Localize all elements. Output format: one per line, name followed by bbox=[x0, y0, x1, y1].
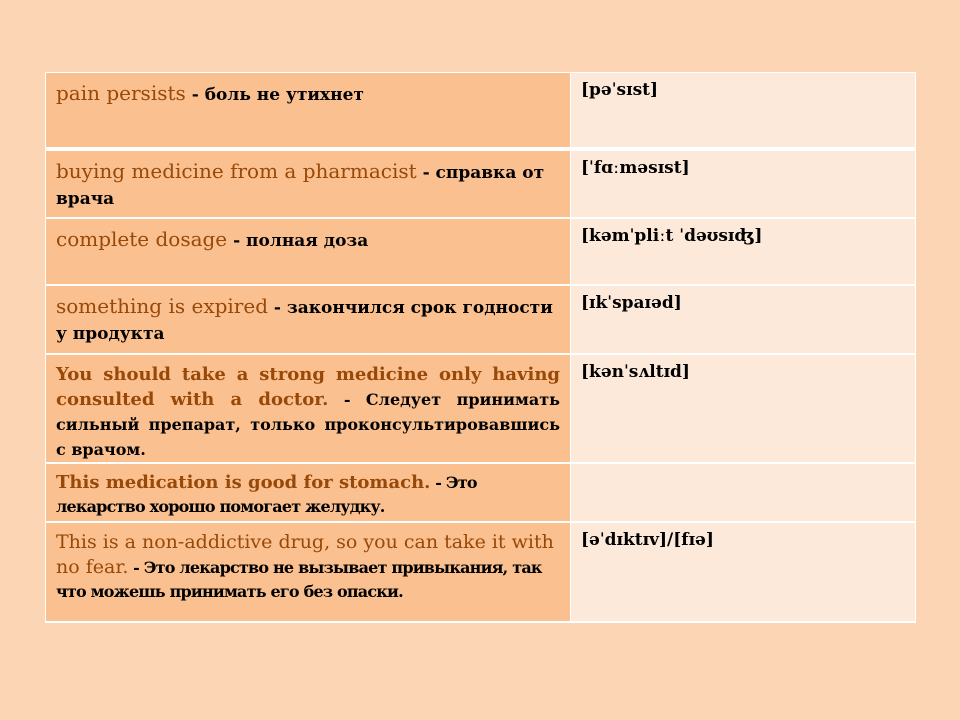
phrase-cell bbox=[46, 354, 571, 463]
phrase-cell bbox=[46, 522, 571, 622]
phrase-cell bbox=[46, 73, 571, 149]
english-phrase: pain persists bbox=[56, 81, 186, 105]
transcription-cell bbox=[571, 73, 916, 149]
table-row bbox=[46, 73, 916, 149]
table-row bbox=[46, 463, 916, 522]
russian-translation: - Следует принимать сильный препарат, только проконсультировавшись с врачом. bbox=[56, 389, 560, 459]
phrase-cell bbox=[46, 149, 571, 218]
russian-translation: - справка от врача bbox=[56, 162, 545, 209]
english-phrase: You should take a strong medicine only having consulted with a doctor. bbox=[56, 363, 560, 410]
transcription: [pəˈsɪst] bbox=[581, 80, 659, 100]
russian-translation: - закончился срок годности у продукта bbox=[56, 297, 553, 344]
transcription: [ˈfɑːməsɪst] bbox=[581, 157, 690, 178]
transcription: [kəmˈpliːt ˈdəʊsɪʤ] bbox=[581, 225, 763, 246]
english-phrase: buying medicine from a pharmacist bbox=[56, 158, 417, 183]
transcription-cell bbox=[571, 522, 916, 622]
transcription: [kənˈsʌltɪd] bbox=[581, 361, 690, 382]
phrase-cell bbox=[46, 463, 571, 522]
table-row bbox=[46, 218, 916, 285]
transcription-cell bbox=[571, 463, 916, 522]
russian-translation: - боль не утихнет bbox=[185, 85, 364, 105]
russian-translation: - Это лекарство не вызывает привыкания, так что можешь принимать его без опаски. bbox=[56, 557, 542, 601]
transcription: [əˈdɪktɪv]/[fɪə] bbox=[581, 529, 714, 550]
table-row bbox=[46, 285, 916, 354]
transcription-cell bbox=[571, 218, 916, 285]
english-phrase: This medication is good for stomach. bbox=[56, 471, 431, 493]
english-phrase: something is expired bbox=[56, 293, 268, 318]
phrase-cell bbox=[46, 218, 571, 285]
table-row bbox=[46, 522, 916, 622]
phrase-cell bbox=[46, 285, 571, 354]
russian-translation: - Это лекарство хорошо помогает желудку. bbox=[56, 472, 477, 516]
english-phrase: complete dosage bbox=[56, 226, 228, 251]
english-phrase: This is a non-addictive drug, so you can take it with no fear. bbox=[56, 530, 554, 578]
table-row bbox=[46, 149, 916, 218]
transcription-cell bbox=[571, 285, 916, 354]
table-row bbox=[46, 354, 916, 463]
vocabulary-table bbox=[45, 72, 916, 623]
transcription-cell bbox=[571, 354, 916, 463]
transcription-cell bbox=[571, 149, 916, 218]
russian-translation: - полная доза bbox=[227, 230, 369, 251]
transcription: [ɪkˈspaɪəd] bbox=[581, 292, 682, 313]
